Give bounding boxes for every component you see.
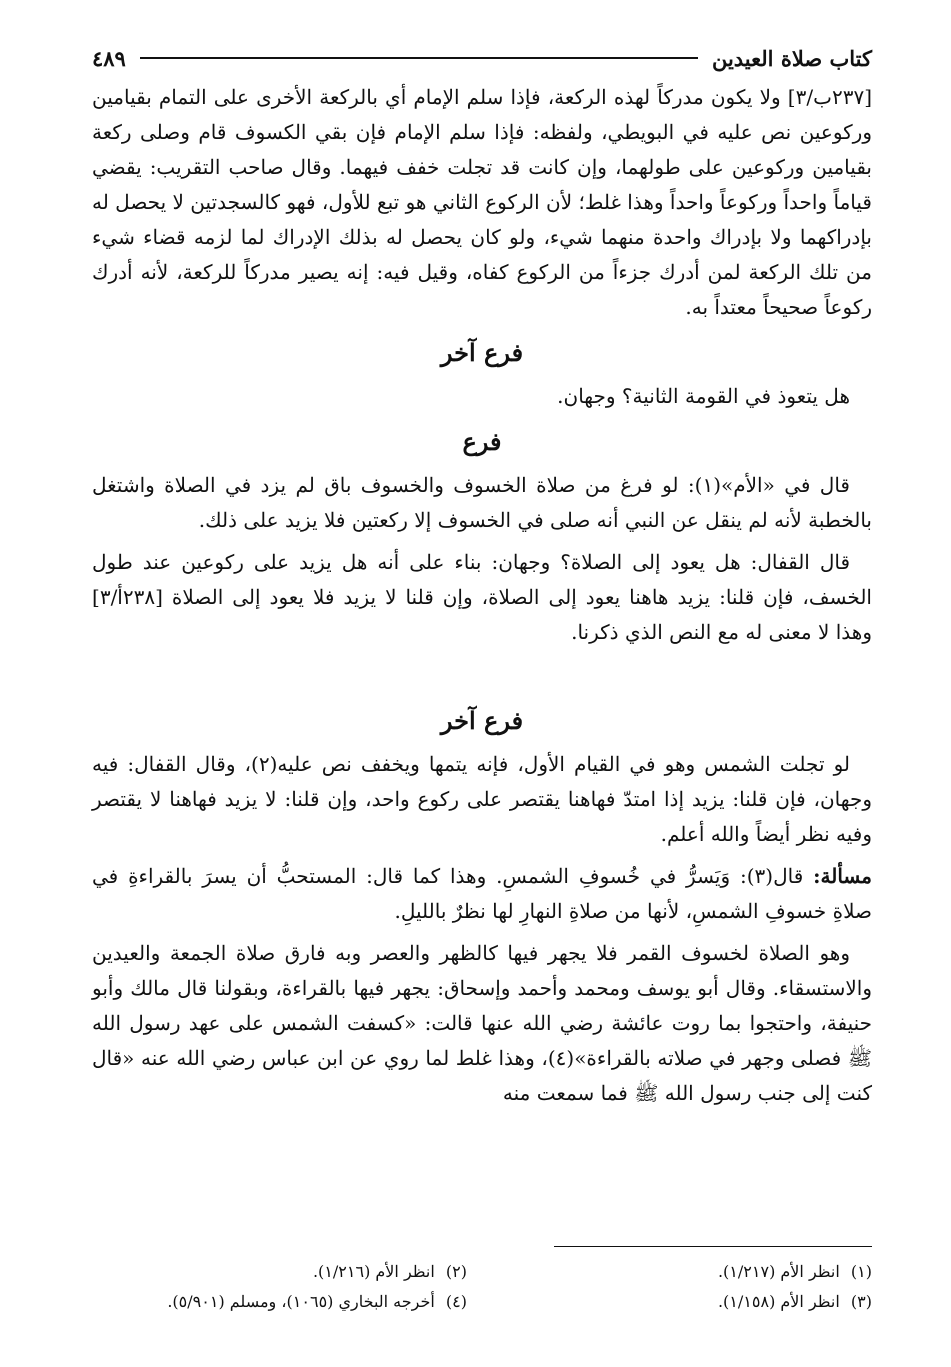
footnote-number: (٤)	[445, 1292, 467, 1311]
footnote-text: انظر الأم (١/٢١٦).	[312, 1262, 435, 1281]
footnote-text: انظر الأم (١/١٥٨).	[717, 1292, 840, 1311]
section-spacer	[92, 657, 872, 693]
footnote-4	[92, 1289, 467, 1315]
footnote-3	[497, 1289, 872, 1315]
footnote-grid	[92, 1259, 872, 1315]
section-heading-1: فرع آخر	[440, 338, 524, 367]
section-heading-3: فرع آخر	[440, 706, 524, 735]
paragraph-1: [٢٣٧ب/٣] ولا يكون مدركاً لهذه الركعة، فإذا سلم الإمام أي بالركعة الأخرى على التمام بقيامين وركوعين نص عليه في البويطي، ولفظه: فإذا سلم الإمام فإن بقي الكسوف قام وصلى ركعة بقيامين وركوعين على طولهما، وإن كانت قد تجلت خفف فيهما. وقال صاحب التقريب: يقضي قياماً واحداً وركوعاً واحداً وهذا غلط؛ لأن الركوع الثاني هو تبع للأول، فهو كالسجدتين لا يحصل له بإدراكهما ولا بإدراك واحدة منهما شيء، ولو كان يحصل له بذلك الإدراك لما لزمه قضاء شيء من تلك الركعة لمن أدرك جزءاً من الركوع كفاه، وقيل فيه: إنه يصير مدركاً للركعة، لأنه أدرك ركوعاً صحيحاً معتداً به.	[92, 85, 872, 319]
footnote-number: (٣)	[850, 1292, 872, 1311]
paragraph-2: هل يتعوذ في القومة الثانية؟ وجهان.	[557, 384, 850, 408]
paragraph-5: لو تجلت الشمس وهو في القيام الأول، فإنه يتمها ويخفف نص عليه(٢)، وقال القفال: فيه وجهان، فإن قلنا: يزيد إذا امتدّ فهاهنا يقتصر على ركوع واحد، وإن قلنا: لا يزيد فهاهنا لا يقتصر وفيه نظر أيضاً والله أعلم.	[92, 752, 872, 846]
paragraph-4: قال القفال: هل يعود إلى الصلاة؟ وجهان: بناء على أنه هل يزيد على ركوعين عند طول الخسف، فإن قلنا: يزيد هاهنا يعود إلى الصلاة، وإن قلنا لا يزيد فلا يعود إلى الصلاة [٢٣٨أ/٣] وهذا لا معنى له مع النص الذي ذكرنا.	[92, 550, 872, 644]
footnotes	[92, 1246, 872, 1315]
section-heading-2: فرع	[462, 427, 502, 456]
paragraph-6-text: قال(٣): وَيَسرُّ في خُسوفِ الشمسِ. وهذا كما قال: المستحبُّ أن يسرَ بالقراءةِ في صلاةِ خسوفِ الشمسِ، لأنها من صلاةِ النهارِ لها نظرٌ بالليلِ.	[92, 864, 872, 923]
footnote-number: (٢)	[445, 1262, 467, 1281]
mas-ala-label: مسألة:	[813, 864, 872, 888]
footnote-2	[92, 1259, 467, 1285]
footnote-1	[497, 1259, 872, 1285]
running-head	[92, 36, 872, 80]
footnote-text: أخرجه البخاري (١٠٦٥)، ومسلم (٥/٩٠١).	[167, 1292, 435, 1311]
book-title: كتاب صلاة العيدين	[711, 45, 872, 71]
paragraph-7: وهو الصلاة لخسوف القمر فلا يجهر فيها كالظهر والعصر وبه فارق صلاة الجمعة والعيدين والاستسقاء. وقال أبو يوسف ومحمد وأحمد وإسحاق: يجهر فيها بالقراءة، وبقولنا قال مالك وأبو حنيفة، واحتجوا بما روت عائشة رضي الله عنها قالت: «كسفت الشمس على عهد رسول الله ﷺ فصلى وجهر في صلاته بالقراءة»(٤)، وهذا غلط لما روي عن ابن عباس رضي الله عنه «قال كنت إلى جنب رسول الله ﷺ فما سمعت منه	[92, 941, 872, 1105]
footnote-rule	[554, 1246, 872, 1247]
paragraph-6	[92, 859, 872, 929]
header-rule	[140, 57, 698, 59]
footnote-number: (١)	[850, 1262, 872, 1281]
paragraph-3: قال في «الأم»(١): لو فرغ من صلاة الخسوف والخسوف باق لم يزد في الصلاة واشتغل بالخطبة لأنه لم ينقل عن النبي أنه صلى في الخسوف إلا ركعتين فلا يزيد على ذلك.	[92, 473, 872, 532]
page-number: ٤٨٩	[92, 45, 126, 71]
page-body	[92, 36, 872, 1118]
footnote-text: انظر الأم (١/٢١٧).	[717, 1262, 840, 1281]
